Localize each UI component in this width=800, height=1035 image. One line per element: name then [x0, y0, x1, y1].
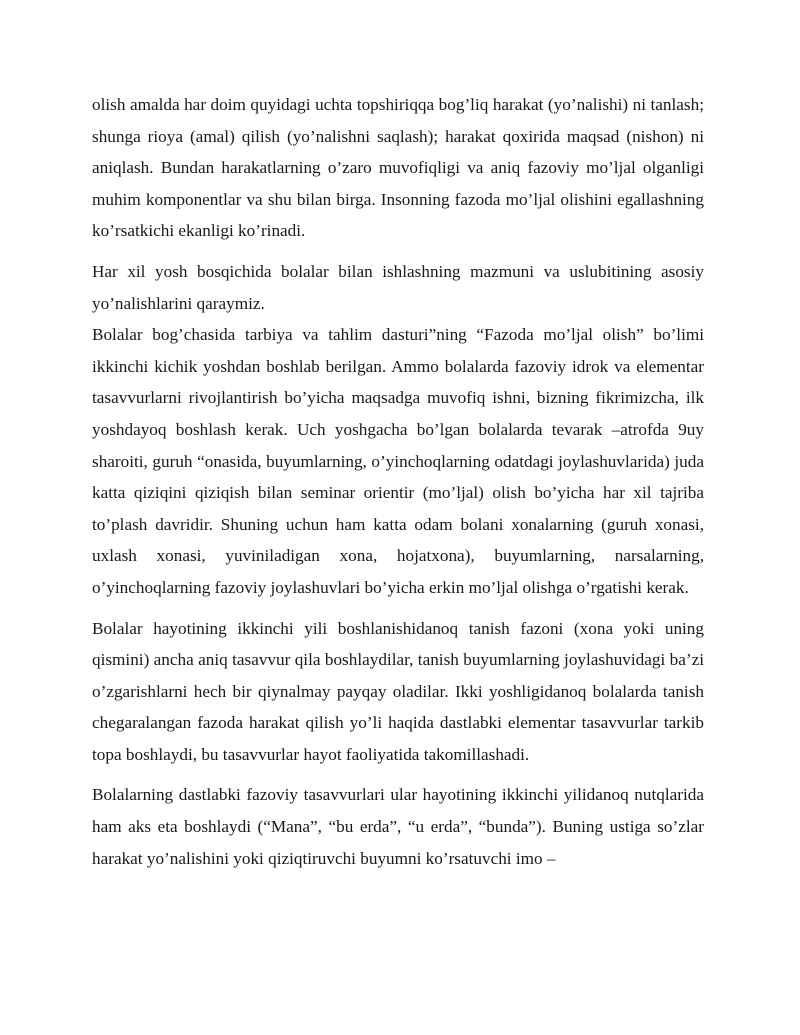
document-page: [92, 89, 704, 874]
paragraph-2: Har xil yosh bosqichida bolalar bilan ishlashning mazmuni va uslubitining asosiy yo’nalishlarini qaraymiz.: [92, 261, 704, 313]
paragraph-3: Bolalar bog’chasida tarbiya va tahlim dasturi”ning “Fazoda mo’ljal olish” bo’limi ikkinchi kichik yoshdan boshlab berilgan. Ammo bolalarda fazoviy idrok va elementar tasavvurlarni rivojlantirish bo’yicha maqsadga muvofiq ishni, bizning fikrimizcha, ilk yoshdayoq boshlash kerak. Uch yoshgacha bo’lgan bolalarda tevarak –atrofda 9uy sharoiti, guruh “onasida, buyumlarning, o’yinchoqlarning odatdagi joylashuvlarida) juda katta qiziqini qiziqish bilan seminar orientir (mo’ljal) olish bo’yicha har xil tajriba to’plash davridir. Shuning uchun ham katta odam bolani xonalarning (guruh xonasi, uxlash xonasi, yuviniladigan xona, hojatxona), buyumlarning, narsalarning, o’yinchoqlarning fazoviy joylashuvlari bo’yicha erkin mo’ljal olishga o’rgatishi kerak.: [92, 325, 704, 597]
paragraph-1: olish amalda har doim quyidagi uchta topshiriqqa bog’liq harakat (yo’nalishi) ni tanlash; shunga rioya (amal) qilish (yo’nalishni saqlash); harakat qoxiridа maqsad (nishon) ni aniqlash. Bundan harakatlarning o’zaro muvofiqligi va aniq fazoviy mo’ljal olganligi muhim komponentlar va shu bilan birga. Insonning fazoda mo’ljal olishini egallashning ko’rsatkichi ekanligi ko’rinadi.: [92, 95, 704, 241]
paragraph-5: Bolalarning dastlabki fazoviy tasavvurlari ular hayotining ikkinchi yilidanoq nutqlarida ham aks eta boshlaydi (“Mana”, “bu erda”, “u erda”, “bunda”). Buning ustiga so’zlar harakat yo’nalishini yoki qiziqtiruvchi buyumni ko’rsatuvchi imo –: [92, 785, 704, 868]
paragraph-4: Bolalar hayotining ikkinchi yili boshlanishidanoq tanish fazoni (xona yoki uning qismini) ancha aniq tasavvur qila boshlaydilar, tanish buyumlarning joylashuvidagi ba’zi o’zgarishlarni hech bir qiynalmay payqay oladilar. Ikki yoshligidanoq bolalarda tanish chegaralangan fazoda harakat qilish yo’li haqida dastlabki elementar tasavvurlar tarkib topa boshlaydi, bu tasavvurlar hayot faoliyatida takomillashadi.: [92, 618, 704, 764]
